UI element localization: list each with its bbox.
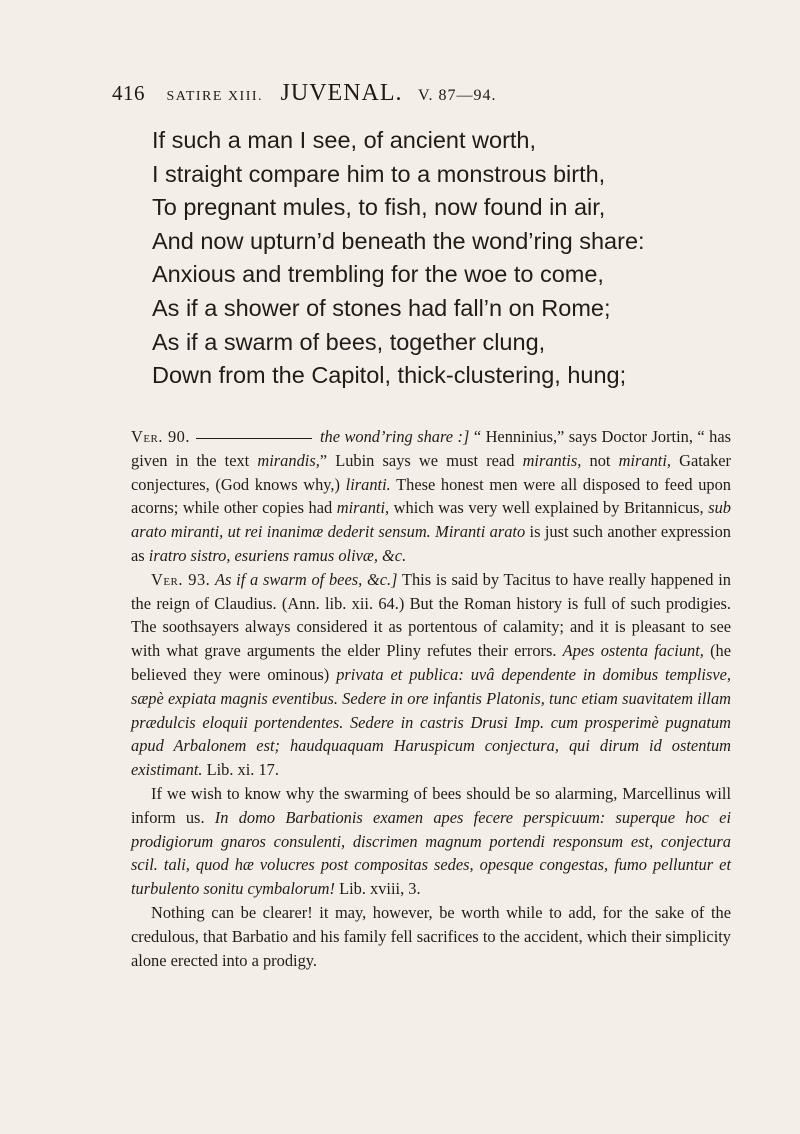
note-italic: miranti, <box>618 450 671 470</box>
verse-ref: Ver. 90. <box>131 427 190 446</box>
note-text: This is said by Tacitus to have really happened in the reign of Claudius. (Ann. lib. xii. 64.) But the Roman history is full of such prodigies. The soothsayers always considered it as portentous of calamity; and it is pleasant to see with what grave arguments the elder Pliny refutes their errors. <box>131 569 731 661</box>
note-text: Nothing can be clearer! it may, however, be worth while to add, for the sake of the credulous, that Barbatio and his family fell sacrifices to the accident, which their simplicity alone erected into a prodigy. <box>131 902 731 970</box>
note-text: Lib. xi. 17. <box>202 760 279 780</box>
note-verse-90 <box>131 425 731 568</box>
poem-line: Anxious and trembling for the woe to come, <box>152 261 604 288</box>
verse-ref: Ver. 93. <box>151 569 211 589</box>
poem-line: I straight compare him to a monstrous birth, <box>152 160 606 187</box>
note-lemma: the wond’ring share :] <box>319 427 470 446</box>
note-text: which was very well explained by Britannicus, <box>389 498 709 518</box>
poem-line: If such a man I see, of ancient worth, <box>152 127 537 153</box>
note-italic: iratro sistro, esuriens ramus olivæ, &c. <box>148 545 407 565</box>
page-number: 416 <box>112 81 145 105</box>
poem-text <box>152 124 742 393</box>
note-italic: In domo Barbationis examen apes fecere perspicuum: superque hoc ei prodigiorum gnaros consulenti, discrimen magnum portendi responsum est, conjectura scil. tali, quod hæ volucres post compositas sedes, opesque congestas, fumo pelluntur et turbulento sonitu cymbalorum! <box>131 807 731 899</box>
note-paragraph <box>131 901 731 972</box>
running-header <box>112 80 712 107</box>
poem-line: As if a swarm of bees, together clung, <box>152 328 546 355</box>
note-text: These honest men were all disposed to feed upon acorns; while other copies had <box>131 474 731 518</box>
note-text: (he believed they were ominous) <box>131 641 731 684</box>
note-italic: miranti, <box>336 498 390 518</box>
poem-line: As if a shower of stones had fall’n on Rome; <box>152 294 611 321</box>
running-head: SATIRE XIII. <box>166 89 264 104</box>
note-text: Gataker conjectures, (God knows why,) <box>131 450 732 494</box>
note-italic: mirandis, <box>257 450 320 470</box>
note-italic: privata et publica: uvâ dependente in domibus templisve, sæpè expiata magnis eventibus. Sedere in ore infantis Platonis, tunc etiam suavitatem illam prædulcis eloquii portendentes. Sedere in castris Drusi Imp. cum prosperimè pugnatum apud Arbalonem est; haudquaquam Haruspicum conjectura, qui dirum id ostentum existimant. <box>131 664 731 780</box>
note-paragraph <box>131 782 731 901</box>
note-italic: mirantis, <box>522 450 582 470</box>
poem-line: Down from the Capitol, thick-clustering, hung; <box>152 362 627 389</box>
verse-range: V. 87—94. <box>418 87 497 104</box>
note-text: “ Henninius,” says Doctor Jortin, “ has given in the text <box>131 427 731 470</box>
note-verse-93 <box>131 568 731 782</box>
footnotes <box>131 425 731 972</box>
lemma-dash <box>196 438 312 439</box>
note-italic: liranti. <box>345 474 391 494</box>
note-italic: sub arato miranti, ut rei inanimæ dederit sensum. Miranti arato <box>131 498 731 542</box>
note-text: Lib. xviii, 3. <box>334 879 421 899</box>
poem-line: To pregnant mules, to fish, now found in air, <box>152 194 606 221</box>
note-text: If we wish to know why the swarming of bees should be so alarming, Marcellinus will inform us. <box>131 783 731 827</box>
author-name: JUVENAL. <box>280 80 403 106</box>
poem-line: And now upturn’d beneath the wond’ring share: <box>152 227 645 254</box>
note-text: not <box>581 450 619 470</box>
note-lemma: As if a swarm of bees, &c.] <box>215 569 398 589</box>
note-text: is just such another expression as <box>131 522 731 565</box>
note-italic: Apes ostenta faciunt, <box>562 641 704 661</box>
note-text: ” Lubin says we must read <box>319 450 523 470</box>
